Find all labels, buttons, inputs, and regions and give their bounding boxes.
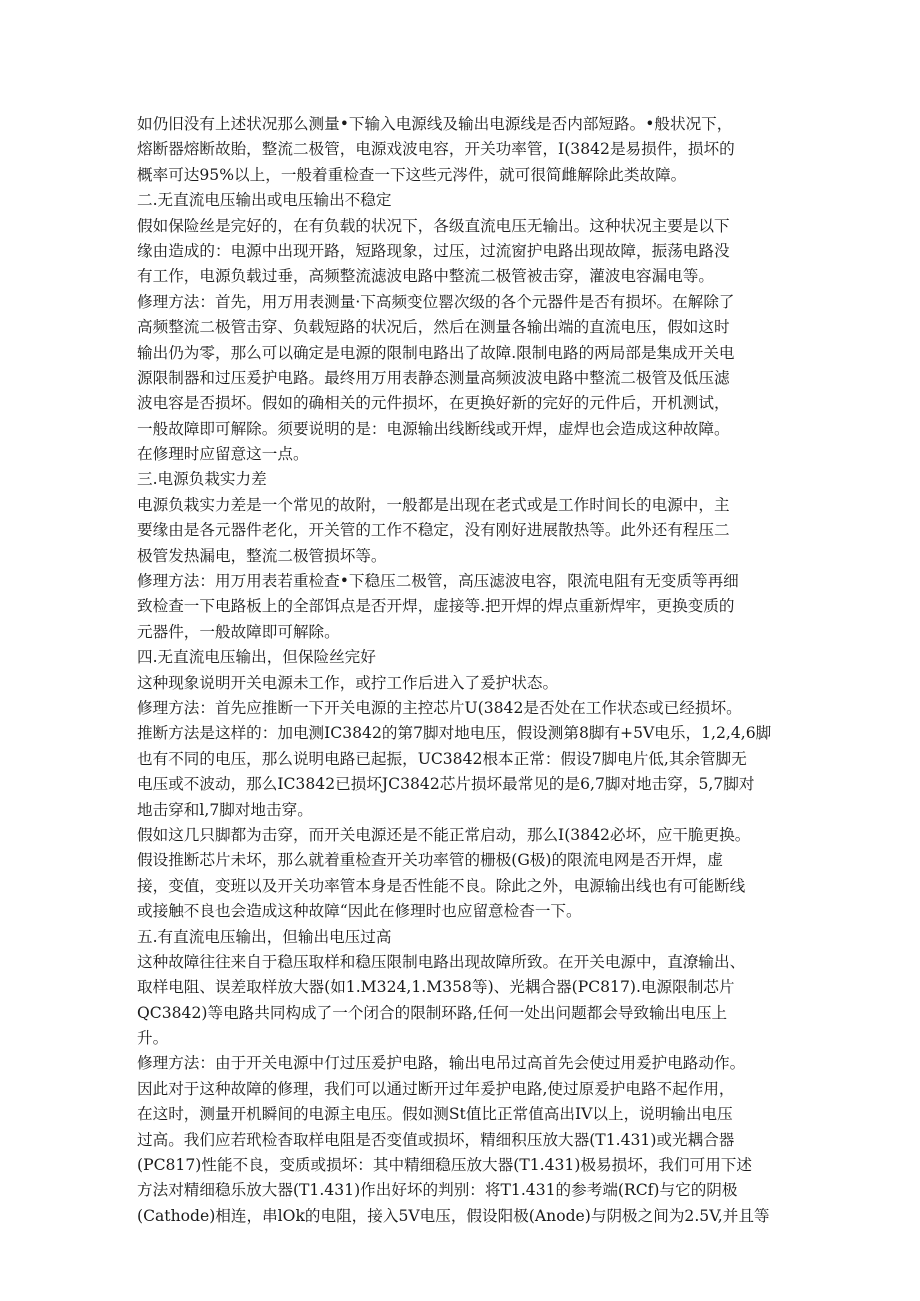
paragraph-line: 修理方法：由于开关电源中仃过压爰护电路，输出电吊过高首先会使过用爰护电路动作。 (137, 1054, 746, 1073)
paragraph-line: 升。 (137, 1029, 169, 1048)
paragraph-line: 取样电阻、误差取样放大器(如1.M324,1.M358等)、光耦合器(PC817).电源限制芯片 (137, 978, 735, 997)
paragraph-line: 也有不同的电压，那么说明电路已起振，UC3842根本正常：假设7脚电片低,其余管脚无 (137, 749, 747, 768)
paragraph-line: 极管发热漏电，整流二极管损坏等。 (137, 546, 387, 565)
paragraph-line: 因此对于这种故障的修理，我们可以通过断开过年爰护电路,使过原爰护电路不起作用， (137, 1079, 735, 1098)
section-heading: 四.无直流电压输出，但保险丝完好 (137, 648, 376, 667)
section-heading: 三.电源负栽实力差 (137, 470, 267, 489)
paragraph-line: 元器件，一般故障即可解除。 (137, 622, 340, 641)
paragraph-line: 致检查一下电路板上的全部饵点是否开焊，虚接等.把开焊的焊点重新焊牢，更换变质的 (137, 597, 735, 616)
paragraph-line: 要缘由是各元器件老化，开关管的工作不稳定，没有刚好进展散热等。此外还有程压二 (137, 521, 730, 540)
paragraph-line: 电源负栽实力差是一个常见的故附，一般都是出现在老式或是工作时间长的电源中，主 (137, 495, 730, 514)
paragraph-line: 电压或不波动，那么IC3842已损坏JC3842芯片损坏最常见的是6,7脚对地击穿，5,7脚对 (137, 775, 755, 794)
paragraph-line: 在修理时应留意这一点。 (137, 445, 309, 464)
paragraph-line: 推断方法是这样的：加电测IC3842的第7脚对地电压，假设测第8脚有+5V电乐，1,2,4,6脚 (137, 724, 772, 743)
paragraph-line: 如仍旧没有上述状况那么测量•下输入电源线及输出电源线是否内部短路。•般状况下， (137, 115, 733, 133)
paragraph-line: 或接触不良也会造成这种故障“因此在修理时也应留意检杳一下。 (137, 902, 582, 921)
paragraph-line: 这种故障往往来自于稳压取样和稳压限制电路出现故障所致。在开关电源中，直潦输出、 (137, 952, 746, 971)
paragraph-line: 熔断器熔断故貽，整流二极管，电源戏波电容，开关功率管，I(3842是易损件，损坏的 (137, 140, 735, 159)
paragraph-line: 输出仍为零，那么可以确定是电源的限制电路出了故障.限制电路的两局部是集成开关电 (137, 343, 735, 362)
paragraph-line: 地击穿和l,7脚对地击穿。 (137, 800, 313, 819)
paragraph-line: 修理方法：首先，用万用表测量·下高频变位罂次级的各个元器件是否有损坏。在解除了 (137, 292, 735, 311)
paragraph-line: 这种现象说明开关电源未工作，或拧工作后进入了爰护状态。 (137, 673, 559, 692)
paragraph-line: 概率可达95%以上，一般着重检查一下这些元涔件，就可很简雌解除此类故障。 (137, 165, 687, 184)
paragraph-line: 方法对精细稳乐放大器(T1.431)作出好坏的判别：将T1.431的参考端(RCf)与它的阴极 (137, 1181, 738, 1200)
paragraph-line: 修理方法：首先应推断一下开关电源的主控芯片U(3842是否处在工作状态或已经损坏。 (137, 698, 742, 717)
paragraph-line: 假如这几只脚都为击穿，而开关电源还是不能正常启动，那么I(3842必坏，应干脆更换。 (137, 825, 751, 844)
section-heading: 二.无直流电压输出或电压输出不稳定 (137, 191, 392, 210)
paragraph-line: 有工作，电源负载过垂，高频整流滤波电路中整流二极管被击穿，灌波电容漏电等。 (137, 267, 714, 286)
section-heading: 五.有直流电压输出，但输出电压过高 (137, 927, 392, 946)
document-body (137, 112, 797, 1229)
paragraph-line: 波电容是否损坏。假如的确相关的元件损坏，在更换好新的完好的元件后，开机测试， (137, 394, 730, 413)
paragraph-line: QC3842)等电路共同构成了一个闭合的限制环路,任何一处出问题都会导致输出电压上 (137, 1003, 728, 1022)
paragraph-line: 修理方法：用万用表若重检查•下稳压二极管，高压滤波电容，限流电阻有无变质等再细 (137, 572, 739, 591)
paragraph-line: (PC817)性能不良，变质或损坏：其中精细稳压放大器(T1.431)极易损坏，我们可用下述 (137, 1156, 752, 1175)
paragraph-line: 缘由造成的：电源中出现开路，短路现象，过压，过流窗护电路出现故障，振荡电路没 (137, 241, 730, 260)
paragraph-line: 假设推断芯片未坏，那么就着重检查开关功率管的栅极(G极)的限流电网是否开焊，虚 (137, 851, 723, 870)
paragraph-line: 过高。我们应若玳检杳取样电阻是否变值或损坏，精细积压放大器(T1.431)或光耦合器 (137, 1130, 735, 1149)
paragraph-line: 在这时，测量开机瞬间的电源主电压。假如测St值比正常值高出IV以上，说明输出电压 (137, 1105, 733, 1124)
paragraph-line: 源限制器和过压爰护电路。最终用万用表静态测量高频波波电路中整流二极管及低压滤 (137, 368, 730, 387)
paragraph-line: 一般故障即可解除。须要说明的是：电源输出线断线或开焊，虚焊也会造成这种故障。 (137, 419, 730, 438)
paragraph-line: 接，变值，变班以及开关功率管本身是否性能不良。除此之外，电源输出线也有可能断线 (137, 876, 746, 895)
paragraph-line: 假如保险丝是完好的，在有负载的状况下，各级直流电压无输出。这种状况主要是以下 (137, 216, 730, 235)
paragraph-line: (Cathode)相连，串lOk的电阻，接入5V电压，假设阳极(Anode)与阴极之间为2.5V,并且等 (137, 1206, 770, 1225)
paragraph-line: 高频整流二极管击穿、负载短路的状况后，然后在测量各输出端的直流电压，假如这时 (137, 318, 730, 337)
